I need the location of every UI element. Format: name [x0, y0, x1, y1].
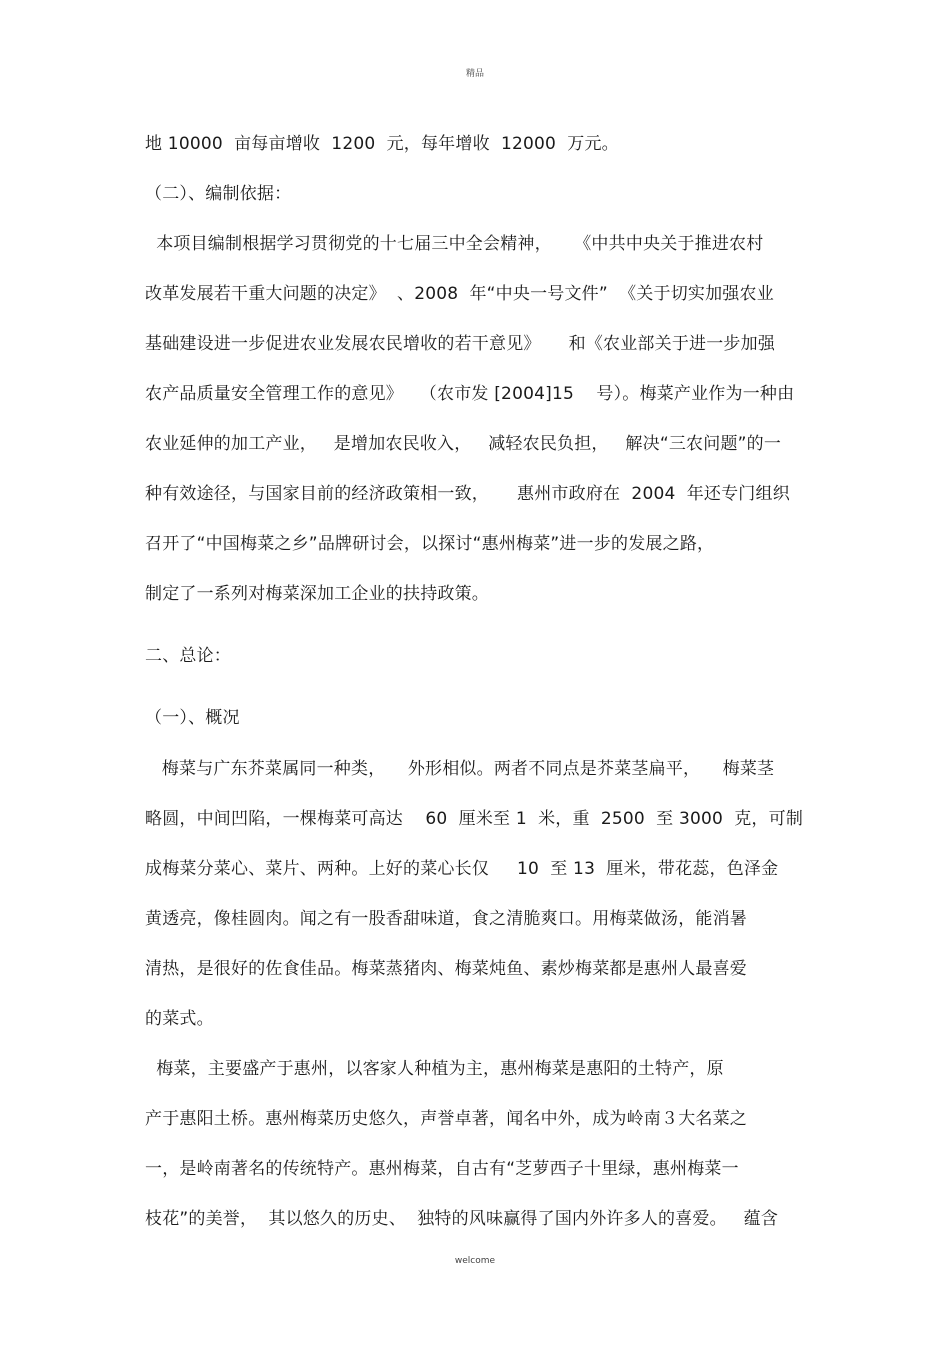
page-footer: welcome [454, 1256, 496, 1266]
text-line: 基础建设进一步促进农业发展农民增收的若干意见》 和《农业部关于进一步加强 [145, 334, 776, 354]
text-line: 种有效途径，与国家目前的经济政策相一致， 惠州市政府在 2004 年还专门组织 [145, 484, 790, 504]
page-header: 精品 [465, 69, 484, 79]
section-heading: 二、总论： [145, 646, 231, 666]
text-line: 梅菜与广东芥菜属同一种类， 外形相似。两者不同点是芥菜茎扁平， 梅菜茎 [145, 759, 775, 779]
text-line: 清热，是很好的佐食佳品。梅菜蒸猪肉、梅菜炖鱼、素炒梅菜都是惠州人最喜爱 [145, 959, 747, 979]
text-line: 黄透亮，像桂圆肉。闻之有一股香甜味道，食之清脆爽口。用梅菜做汤，能消暑 [145, 909, 747, 929]
text-line: 一，是岭南著名的传统特产。惠州梅菜，自古有“芝萝西子十里绿，惠州梅菜一 [145, 1159, 739, 1179]
text-line: 梅菜，主要盛产于惠州，以客家人种植为主，惠州梅菜是惠阳的土特产，原 [145, 1059, 724, 1079]
text-line: 枝花”的美誉， 其以悠久的历史、 独特的风味赢得了国内外许多人的喜爱。 蕴含 [145, 1209, 779, 1229]
text-line: 召开了“中国梅菜之乡”品牌研讨会，以探讨“惠州梅菜”进一步的发展之路， [145, 534, 715, 554]
section-heading: （一）、概况 [145, 708, 240, 728]
text-line: 改革发展若干重大问题的决定》 、2008 年“中央一号文件” 《关于切实加强农业 [145, 284, 774, 304]
text-line: 成梅菜分菜心、菜片、两种。上好的菜心长仅 10 至 13 厘米，带花蕊，色泽金 [145, 859, 779, 879]
text-line: 的菜式。 [145, 1009, 214, 1029]
text-line: 本项目编制根据学习贯彻党的十七届三中全会精神， 《中共中央关于推进农村 [145, 234, 764, 254]
text-line: 农产品质量安全管理工作的意见》 （农市发 [2004]15 号）。梅菜产业作为一种由 [145, 384, 795, 404]
text-line: 略圆，中间凹陷，一棵梅菜可高达 60 厘米至 1 米，重 2500 至 3000 克，可制 [145, 809, 804, 829]
text-line: 制定了一系列对梅菜深加工企业的扶持政策。 [145, 584, 489, 604]
text-line: 产于惠阳土桥。惠州梅菜历史悠久，声誉卓著，闻名中外，成为岭南３大名菜之 [145, 1109, 747, 1129]
section-heading: （二）、编制依据： [145, 184, 292, 204]
text-line: 农业延伸的加工产业， 是增加农民收入， 减轻农民负担， 解决“三农问题”的一 [145, 434, 782, 454]
text-line: 地 10000 亩每亩增收 1200 元，每年增收 12000 万元。 [145, 134, 619, 154]
